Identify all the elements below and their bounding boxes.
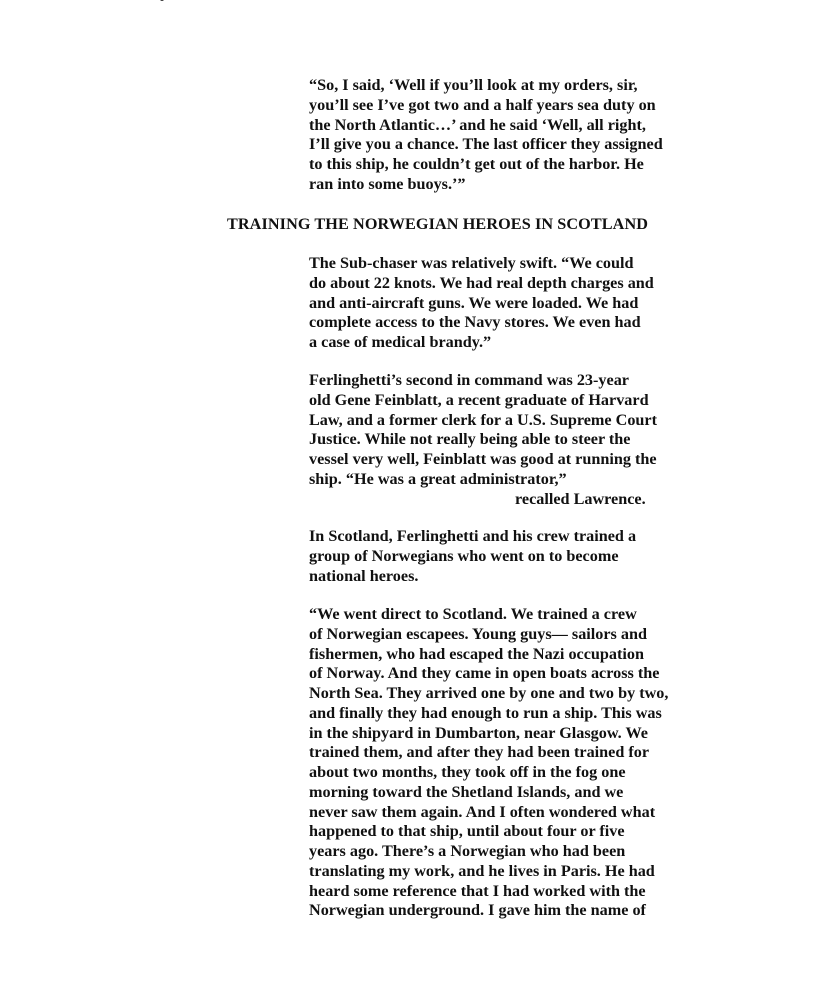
text-line: complete access to the Navy stores. We even had <box>309 313 641 332</box>
text-line: national heroes. <box>309 566 419 585</box>
paragraph-scotland <box>309 527 729 586</box>
text-line: and anti-aircraft guns. We were loaded. We had <box>309 293 639 312</box>
text-line: old Gene Feinblatt, a recent graduate of Harvard <box>309 390 649 409</box>
text-line: “We went direct to Scotland. We trained a crew <box>309 605 637 623</box>
text-line: of Norway. And they came in open boats across the <box>309 664 660 683</box>
text-line: group of Norwegians who went on to become <box>309 546 619 565</box>
text-line: to this ship, he couldn’t get out of the harbor. He <box>309 155 644 173</box>
text-line: Norwegian underground. I gave him the name of <box>309 901 646 920</box>
attribution-line: recalled Lawrence. <box>515 489 646 508</box>
text-line: about two months, they took off in the fog one <box>309 763 626 781</box>
text-line: ship. “He was a great administrator,” <box>309 469 567 488</box>
text-line: vessel very well, Feinblatt was good at running the <box>309 450 657 468</box>
text-line: fishermen, who had escaped the Nazi occupation <box>309 644 644 663</box>
text-line: happened to that ship, until about four or five <box>309 822 625 841</box>
text-line: I’ll give you a chance. The last officer they assigned <box>309 135 663 154</box>
text-line: in the shipyard in Dumbarton, near Glasgow. We <box>309 723 648 742</box>
text-line: years ago. There’s a Norwegian who had been <box>309 842 626 860</box>
text-line: do about 22 knots. We had real depth charges and <box>309 273 654 292</box>
text-line: you’ll see I’ve got two and a half years sea duty on <box>309 95 656 114</box>
text-line: Justice. While not really being able to steer the <box>309 430 631 449</box>
text-line: “So, I said, ‘Well if you’ll look at my orders, sir, <box>309 76 638 94</box>
text-line: In Scotland, Ferlinghetti and his crew trained a <box>309 527 637 545</box>
text-line: Ferlinghetti’s second in command was 23-year <box>309 371 629 389</box>
text-line: a case of medical brandy.” <box>309 333 492 351</box>
text-line: never saw them again. And I often wondered what <box>309 802 656 821</box>
quote-paragraph-norwegians <box>309 605 729 921</box>
paragraph-sub-chaser <box>309 254 729 353</box>
text-line: Law, and a former clerk for a U.S. Supreme Court <box>309 410 658 429</box>
text-line: North Sea. They arrived one by one and two by two, <box>309 684 669 702</box>
text-line: The Sub-chaser was relatively swift. “We could <box>309 254 634 272</box>
page-corner-mark <box>160 0 164 1</box>
text-line: heard some reference that I had worked with the <box>309 881 646 900</box>
text-line: translating my work, and he lives in Paris. He had <box>309 861 655 880</box>
text-line: trained them, and after they had been trained for <box>309 743 650 762</box>
section-heading: TRAINING THE NORWEGIAN HEROES IN SCOTLAND <box>227 215 649 233</box>
text-line: ran into some buoys.’” <box>309 174 466 193</box>
text-line: morning toward the Shetland Islands, and we <box>309 782 624 801</box>
text-line: the North Atlantic…’ and he said ‘Well, all right, <box>309 115 646 134</box>
text-line: of Norwegian escapees. Young guys— sailors and <box>309 624 648 643</box>
paragraph-feinblatt <box>309 371 729 509</box>
text-line: and finally they had enough to run a ship. This was <box>309 703 662 722</box>
quote-paragraph-orders <box>309 76 729 195</box>
